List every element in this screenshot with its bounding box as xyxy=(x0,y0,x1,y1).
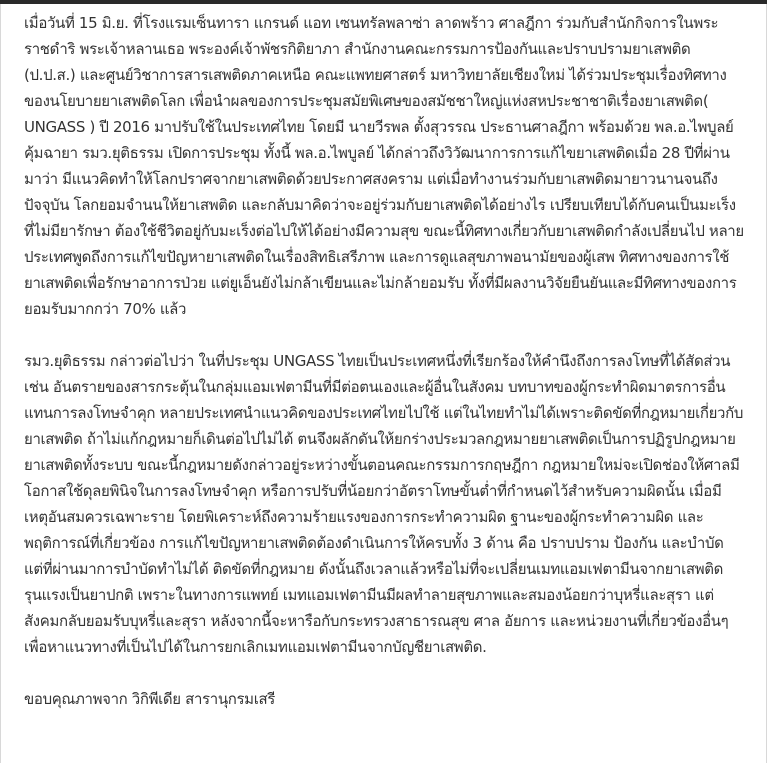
top-image-edge xyxy=(0,0,767,4)
article-paragraph-2: รมว.ยุติธรรม กล่าวต่อไปว่า ในที่ประชุม UNGASS ไทยเป็นประเทศหนึ่งที่เรียกร้องให้คำนึงถึงการลงโทษที่ได้สัดส่วน เช่น อันตรายของสารกระตุ้นในกลุ่มแอมเฟตามีนที่มีต่อตนเองและผู้อื่นในสังคม บทบาทของผู้กระทำผิดมาตรการอื่นแทนการลงโทษจำคุก หลายประเทศนำแนวคิดของประเทศไทยไปใช้ แต่ในไทยทำไม่ได้เพราะติดขัดที่กฎหมายเกี่ยวกับยาเสพติด ถ้าไม่แก้กฎหมายก็เดินต่อไปไม่ได้ ตนจึงผลักดันให้ยกร่างประมวลกฎหมายยาเสพติดเป็นการปฏิรูปกฎหมายยาเสพติดทั้งระบบ ขณะนี้กฎหมายดังกล่าวอยู่ระหว่างขั้นตอนคณะกรรมการกฤษฎีกา กฎหมายใหม่จะเปิดช่องให้ศาลมีโอกาสใช้ดุลยพินิจในการลงโทษจำคุก หรือการปรับที่น้อยกว่าอัตราโทษขั้นต่ำที่กำหนดไว้สำหรับความผิดนั้น เมื่อมีเหตุอันสมควรเฉพาะราย โดยพิเคราะห์ถึงความร้ายแรงของการกระทำความผิด ฐานะของผู้กระทำความผิด และพฤติการณ์ที่เกี่ยวข้อง การแก้ไขปัญหายาเสพติดต้องดำเนินการให้ครบทั้ง 3 ด้าน คือ ปราบปราม ป้องกัน และบำบัด แต่ที่ผ่านมาการบำบัดทำไม่ได้ ติดขัดที่กฎหมาย ดังนั้นถึงเวลาแล้วหรือไม่ที่จะเปลี่ยนเมทแอมเฟตามีนจากยาเสพติดรุนแรงเป็นยาปกติ เพราะในทางการแพทย์ เมทแอมเฟตามีนมีผลทำลายสุขภาพและสมองน้อยกว่าบุหรี่และสุรา แต่สังคมกลับยอมรับบุหรี่และสุรา หลังจากนี้จะหารือกับกระทรวงสาธารณสุข ศาล อัยการ และหน่วยงานที่เกี่ยวข้องอื่นๆ เพื่อหาแนวทางที่เป็นไปได้ในการยกเลิกเมทแอมเฟตามีนจากบัญชียาเสพติด. xyxy=(24,352,744,656)
article-paragraph-1: เมื่อวันที่ 15 มิ.ย. ที่โรงแรมเซ็นทารา แกรนด์ แอท เซนทรัลพลาซ่า ลาดพร้าว ศาลฎีกา ร่วมกับสำนักกิจการในพระราชดำริ พระเจ้าหลานเธอ พระองค์เจ้าพัชรกิติยาภา สำนักงานคณะกรรมการป้องกันและปราบปรามยาเสพติด (ป.ป.ส.) และศูนย์วิชาการสารเสพติดภาคเหนือ คณะแพทยศาสตร์ มหาวิทยาลัยเชียงใหม่ ได้ร่วมประชุมเรื่องทิศทางของนโยบายยาเสพติดโลก เพื่อนำผลของการประชุมสมัยพิเศษของสมัชชาใหญ่แห่งสหประชาชาติเรื่องยาเสพติด( UNGASS ) ปี 2016 มาปรับใช้ในประเทศไทย โดยมี นายวีรพล ตั้งสุวรรณ ประธานศาลฎีกา พร้อมด้วย พล.อ.ไพบูลย์ คุ้มฉายา รมว.ยุติธรรม เปิดการประชุม ทั้งนี้ พล.อ.ไพบูลย์ ได้กล่าวถึงวิวัฒนาการการแก้ไขยาเสพติดเมื่อ 28 ปีที่ผ่านมาว่า มีแนวคิดทำให้โลกปราศจากยาเสพติดด้วยประกาศสงคราม แต่เมื่อทำงานร่วมกับยาเสพติดมายาวนานจนถึงปัจจุบัน โลกยอมจำนนให้ยาเสพติด และกลับมาคิดว่าจะอยู่ร่วมกับยาเสพติดได้อย่างไร เปรียบเทียบได้กับคนเป็นมะเร็งที่ไม่มียารักษา ต้องใช้ชีวิตอยู่กับมะเร็งต่อไปให้ได้อย่างมีความสุข ขณะนี้ทิศทางเกี่ยวกับยาเสพติดกำลังเปลี่ยนไป หลายประเทศพูดถึงการแก้ไขปัญหายาเสพติดในเรื่องสิทธิเสรีภาพ และการดูแลสุขภาพอนามัยของผู้เสพ ทิศทางของการใช้ยาเสพติดเพื่อรักษาอาการป่วย แต่ยูเอ็นยังไม่กล้าเขียนและไม่กล้ายอมรับ ทั้งที่มีผลงานวิจัยยืนยันและมีทิศทางของการยอมรับมากกว่า 70% แล้ว xyxy=(24,14,744,318)
image-credit: ขอบคุณภาพจาก วิกิพีเดีย สารานุกรมเสรี xyxy=(24,690,275,708)
article-body xyxy=(24,10,745,738)
